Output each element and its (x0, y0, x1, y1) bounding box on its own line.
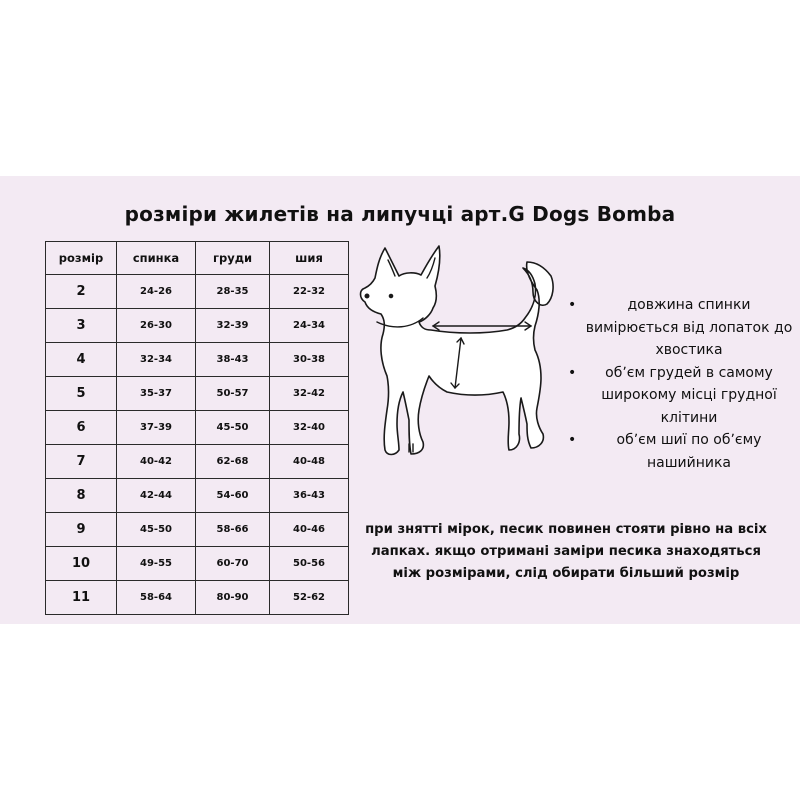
table-row (46, 479, 349, 513)
bullet-icon: • (568, 364, 577, 381)
cell-back: 49-55 (117, 547, 196, 581)
table-row (46, 275, 349, 309)
cell-chest: 32-39 (196, 309, 270, 343)
cell-size: 6 (46, 411, 117, 445)
cell-neck: 30-38 (270, 343, 349, 377)
note-chest: • обʼєм грудей в самому широкому місці грудної клітини (566, 362, 798, 430)
cell-neck: 40-46 (270, 513, 349, 547)
size-table (45, 241, 349, 615)
bullet-icon: • (568, 432, 577, 448)
cell-neck: 22-32 (270, 275, 349, 309)
header-neck: шия (270, 242, 349, 275)
cell-chest: 50-57 (196, 377, 270, 411)
cell-size: 8 (46, 479, 117, 513)
cell-neck: 24-34 (270, 309, 349, 343)
cell-size: 3 (46, 309, 117, 343)
cell-back: 42-44 (117, 479, 196, 513)
table-row (46, 547, 349, 581)
cell-back: 45-50 (117, 513, 196, 547)
table-row (46, 411, 349, 445)
cell-size: 5 (46, 377, 117, 411)
cell-back: 24-26 (117, 275, 196, 309)
cell-neck: 52-62 (270, 581, 349, 615)
cell-back: 35-37 (117, 377, 196, 411)
cell-chest: 62-68 (196, 445, 270, 479)
cell-chest: 60-70 (196, 547, 270, 581)
cell-neck: 50-56 (270, 547, 349, 581)
note-back-length: • довжина спинки вимірюється від лопаток до хвостика (566, 294, 798, 362)
cell-size: 9 (46, 513, 117, 547)
table-row (46, 513, 349, 547)
measurement-notes (566, 294, 798, 474)
table-row (46, 445, 349, 479)
cell-chest: 45-50 (196, 411, 270, 445)
cell-back: 37-39 (117, 411, 196, 445)
cell-chest: 80-90 (196, 581, 270, 615)
table-row (46, 581, 349, 615)
cell-size: 4 (46, 343, 117, 377)
cell-back: 58-64 (117, 581, 196, 615)
cell-size: 2 (46, 275, 117, 309)
cell-back: 40-42 (117, 445, 196, 479)
table-row (46, 309, 349, 343)
bullet-icon: • (568, 297, 577, 313)
cell-back: 26-30 (117, 309, 196, 343)
cell-neck: 36-43 (270, 479, 349, 513)
cell-back: 32-34 (117, 343, 196, 377)
dog-silhouette-icon (355, 238, 565, 470)
cell-size: 7 (46, 445, 117, 479)
header-back: спинка (117, 242, 196, 275)
cell-chest: 54-60 (196, 479, 270, 513)
cell-chest: 58-66 (196, 513, 270, 547)
cell-neck: 32-40 (270, 411, 349, 445)
header-chest: груди (196, 242, 270, 275)
note-neck: • обʼєм шиї по обʼєму нашийника (566, 429, 798, 474)
cell-size: 10 (46, 547, 117, 581)
cell-neck: 40-48 (270, 445, 349, 479)
measuring-advice: при знятті мірок, песик повинен стояти рівно на всіх лапках. якщо отримані заміри песика знаходяться між розмірами, слід обирати більший розмір (365, 522, 767, 581)
cell-size: 11 (46, 581, 117, 615)
cell-chest: 28-35 (196, 275, 270, 309)
table-header-row (46, 242, 349, 275)
page-title: розміри жилетів на липучці арт.G Dogs Bomba (124, 202, 676, 226)
cell-chest: 38-43 (196, 343, 270, 377)
header-size: розмір (46, 242, 117, 275)
table-row (46, 377, 349, 411)
table-row (46, 343, 349, 377)
cell-neck: 32-42 (270, 377, 349, 411)
